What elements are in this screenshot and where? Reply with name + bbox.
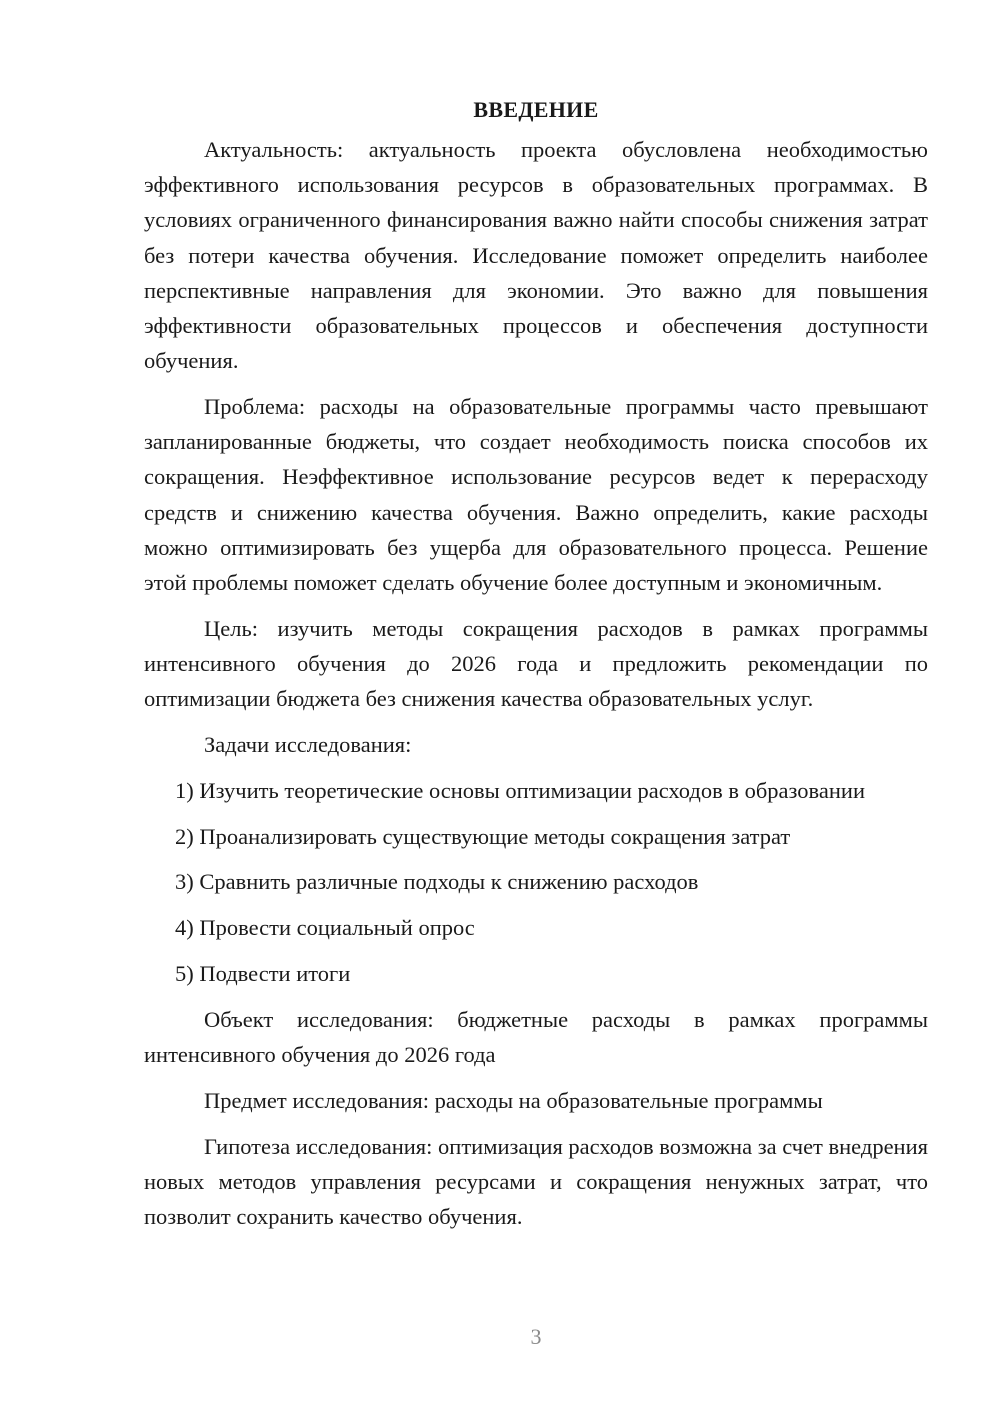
task-item: 3) Сравнить различные подходы к снижению расходов <box>175 869 699 895</box>
task-item: 2) Проанализировать существующие методы сокращения затрат <box>175 823 791 849</box>
tasks-list <box>144 773 928 991</box>
task-item: 5) Подвести итоги <box>175 961 351 987</box>
task-item: 1) Изучить теоретические основы оптимизации расходов в образовании <box>175 777 865 803</box>
problem-paragraph: Проблема: расходы на образовательные программы часто превышают запланированные бюджеты, что создает необходимость поиска способов их сокращения. Неэффективное использование ресурсов ведет к перерасходу средств и снижению качества обучения. Важно определить, какие расходы можно оптимизировать без ущерба для образовательного процесса. Решение этой проблемы поможет сделать обучение более доступным и экономичным. <box>144 394 928 596</box>
section-title: ВВЕДЕНИЕ <box>473 97 599 122</box>
relevance-paragraph: Актуальность: актуальность проекта обусловлена необходимостью эффективного использования ресурсов в образовательных программах. В условиях ограниченного финансирования важно найти способы снижения затрат без потери качества обучения. Исследование поможет определить наиболее перспективные направления для экономии. Это важно для повышения эффективности образовательных процессов и обеспечения доступности обучения. <box>144 137 928 374</box>
page-content <box>144 92 928 1245</box>
subject-paragraph: Предмет исследования: расходы на образовательные программы <box>204 1087 823 1113</box>
goal-paragraph: Цель: изучить методы сокращения расходов в рамках программы интенсивного обучения до 2026 года и предложить рекомендации по оптимизации бюджета без снижения качества образовательных услуг. <box>144 615 928 712</box>
object-paragraph: Объект исследования: бюджетные расходы в рамках программы интенсивного обучения до 2026 года <box>144 1006 928 1068</box>
tasks-heading: Задачи исследования: <box>204 732 412 758</box>
page-number: 3 <box>530 1324 542 1349</box>
hypothesis-paragraph: Гипотеза исследования: оптимизация расходов возможна за счет внедрения новых методов управления ресурсами и сокращения ненужных затрат, что позволит сохранить качество обучения. <box>144 1133 928 1230</box>
task-item: 4) Провести социальный опрос <box>175 915 475 941</box>
